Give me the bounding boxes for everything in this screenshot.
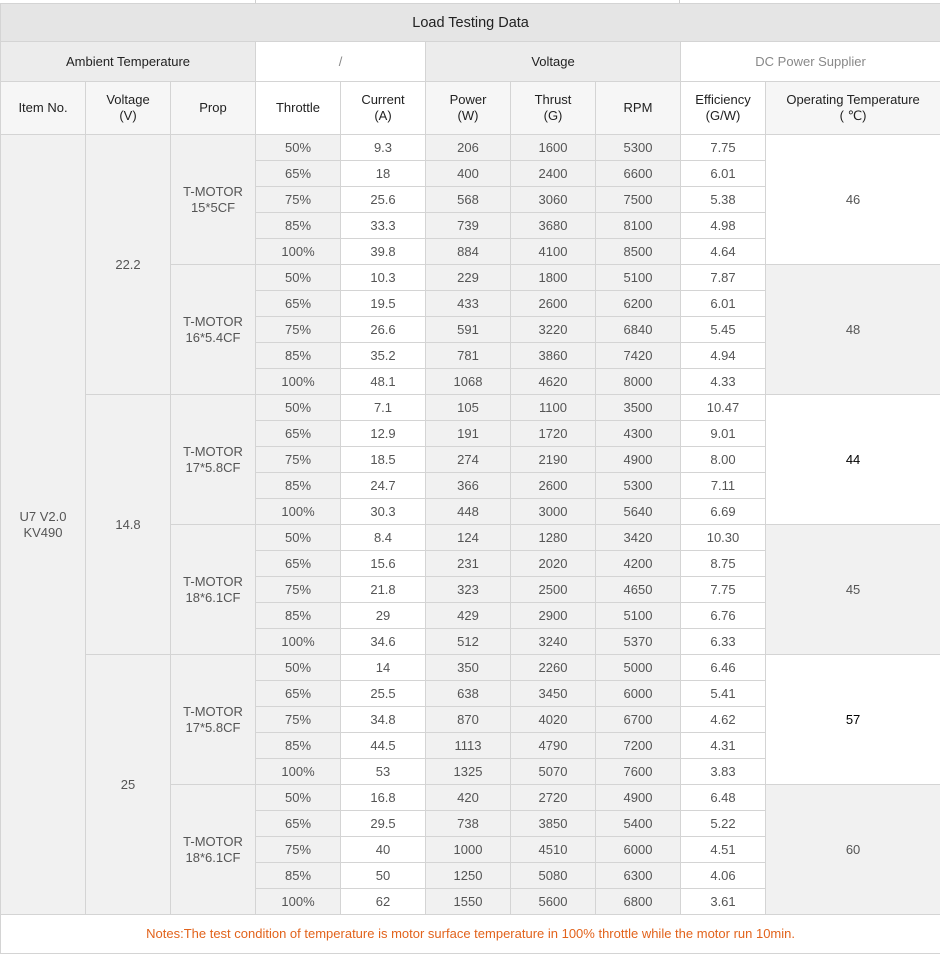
thrust-cell: 4510 xyxy=(511,837,596,863)
rpm-cell: 3420 xyxy=(596,525,681,551)
operating-temperature-cell: 45 xyxy=(766,525,940,655)
thrust-cell: 5600 xyxy=(511,889,596,915)
throttle-cell: 100% xyxy=(256,369,341,395)
test-condition-note: Notes:The test condition of temperature is motor surface temperature in 100% throttle while the motor run 10min. xyxy=(1,915,940,954)
power-cell: 1000 xyxy=(426,837,511,863)
table-row xyxy=(1,135,940,161)
current-cell: 8.4 xyxy=(341,525,426,551)
rpm-cell: 5640 xyxy=(596,499,681,525)
current-cell: 35.2 xyxy=(341,343,426,369)
current-cell: 53 xyxy=(341,759,426,785)
thrust-cell: 4790 xyxy=(511,733,596,759)
current-cell: 29.5 xyxy=(341,811,426,837)
voltage-source-value: DC Power Supplier xyxy=(681,42,940,82)
power-cell: 568 xyxy=(426,187,511,213)
throttle-cell: 85% xyxy=(256,603,341,629)
header-throttle: Throttle xyxy=(256,82,341,135)
current-cell: 34.8 xyxy=(341,707,426,733)
thrust-cell: 2600 xyxy=(511,291,596,317)
efficiency-cell: 5.45 xyxy=(681,317,766,343)
thrust-cell: 2020 xyxy=(511,551,596,577)
thrust-cell: 3680 xyxy=(511,213,596,239)
efficiency-cell: 4.64 xyxy=(681,239,766,265)
efficiency-cell: 4.06 xyxy=(681,863,766,889)
current-cell: 26.6 xyxy=(341,317,426,343)
rpm-cell: 6840 xyxy=(596,317,681,343)
current-cell: 21.8 xyxy=(341,577,426,603)
power-cell: 274 xyxy=(426,447,511,473)
table-row xyxy=(1,655,940,681)
header-power: Power (W) xyxy=(426,82,511,135)
throttle-cell: 85% xyxy=(256,863,341,889)
power-cell: 1550 xyxy=(426,889,511,915)
power-cell: 433 xyxy=(426,291,511,317)
current-cell: 12.9 xyxy=(341,421,426,447)
rpm-cell: 6800 xyxy=(596,889,681,915)
header-efficiency: Efficiency (G/W) xyxy=(681,82,766,135)
rpm-cell: 6200 xyxy=(596,291,681,317)
rpm-cell: 3500 xyxy=(596,395,681,421)
throttle-cell: 50% xyxy=(256,265,341,291)
rpm-cell: 4900 xyxy=(596,785,681,811)
current-cell: 33.3 xyxy=(341,213,426,239)
thrust-cell: 4100 xyxy=(511,239,596,265)
rpm-cell: 5300 xyxy=(596,473,681,499)
title-row xyxy=(1,4,940,42)
throttle-cell: 85% xyxy=(256,213,341,239)
efficiency-cell: 3.83 xyxy=(681,759,766,785)
rpm-cell: 7200 xyxy=(596,733,681,759)
rpm-cell: 4900 xyxy=(596,447,681,473)
throttle-cell: 100% xyxy=(256,629,341,655)
current-cell: 48.1 xyxy=(341,369,426,395)
current-cell: 62 xyxy=(341,889,426,915)
efficiency-cell: 7.87 xyxy=(681,265,766,291)
thrust-cell: 2500 xyxy=(511,577,596,603)
current-cell: 16.8 xyxy=(341,785,426,811)
power-cell: 229 xyxy=(426,265,511,291)
efficiency-cell: 7.75 xyxy=(681,577,766,603)
efficiency-cell: 6.69 xyxy=(681,499,766,525)
thrust-cell: 4020 xyxy=(511,707,596,733)
throttle-cell: 75% xyxy=(256,447,341,473)
operating-temperature-cell: 57 xyxy=(766,655,940,785)
throttle-cell: 100% xyxy=(256,499,341,525)
power-cell: 1250 xyxy=(426,863,511,889)
rpm-cell: 4200 xyxy=(596,551,681,577)
power-cell: 400 xyxy=(426,161,511,187)
throttle-cell: 65% xyxy=(256,291,341,317)
power-cell: 323 xyxy=(426,577,511,603)
thrust-cell: 3000 xyxy=(511,499,596,525)
thrust-cell: 1280 xyxy=(511,525,596,551)
rpm-cell: 5000 xyxy=(596,655,681,681)
power-cell: 638 xyxy=(426,681,511,707)
thrust-cell: 1720 xyxy=(511,421,596,447)
thrust-cell: 3060 xyxy=(511,187,596,213)
power-cell: 781 xyxy=(426,343,511,369)
rpm-cell: 8500 xyxy=(596,239,681,265)
thrust-cell: 2600 xyxy=(511,473,596,499)
throttle-cell: 85% xyxy=(256,343,341,369)
throttle-cell: 100% xyxy=(256,239,341,265)
load-testing-table xyxy=(0,3,940,954)
current-cell: 30.3 xyxy=(341,499,426,525)
rpm-cell: 5370 xyxy=(596,629,681,655)
table-row xyxy=(1,395,940,421)
current-cell: 25.5 xyxy=(341,681,426,707)
throttle-cell: 65% xyxy=(256,421,341,447)
rpm-cell: 7500 xyxy=(596,187,681,213)
efficiency-cell: 6.46 xyxy=(681,655,766,681)
power-cell: 350 xyxy=(426,655,511,681)
prop-cell: T-MOTOR 15*5CF xyxy=(171,135,256,265)
throttle-cell: 50% xyxy=(256,655,341,681)
table-title: Load Testing Data xyxy=(1,4,940,42)
throttle-cell: 50% xyxy=(256,785,341,811)
thrust-cell: 4620 xyxy=(511,369,596,395)
throttle-cell: 85% xyxy=(256,733,341,759)
power-cell: 512 xyxy=(426,629,511,655)
thrust-cell: 1100 xyxy=(511,395,596,421)
rpm-cell: 6300 xyxy=(596,863,681,889)
current-cell: 7.1 xyxy=(341,395,426,421)
throttle-cell: 50% xyxy=(256,135,341,161)
current-cell: 44.5 xyxy=(341,733,426,759)
throttle-cell: 65% xyxy=(256,811,341,837)
rpm-cell: 8000 xyxy=(596,369,681,395)
notes-row xyxy=(1,915,940,954)
item-no-cell: U7 V2.0 KV490 xyxy=(1,135,86,915)
power-cell: 739 xyxy=(426,213,511,239)
throttle-cell: 85% xyxy=(256,473,341,499)
efficiency-cell: 5.41 xyxy=(681,681,766,707)
throttle-cell: 75% xyxy=(256,707,341,733)
current-cell: 39.8 xyxy=(341,239,426,265)
rpm-cell: 7420 xyxy=(596,343,681,369)
rpm-cell: 5300 xyxy=(596,135,681,161)
power-cell: 420 xyxy=(426,785,511,811)
header-operating-temperature: Operating Temperature ( ℃) xyxy=(766,82,940,135)
efficiency-cell: 7.75 xyxy=(681,135,766,161)
voltage-cell: 22.2 xyxy=(86,135,171,395)
current-cell: 18 xyxy=(341,161,426,187)
throttle-cell: 50% xyxy=(256,525,341,551)
current-cell: 25.6 xyxy=(341,187,426,213)
column-header-row xyxy=(1,82,940,135)
efficiency-cell: 6.01 xyxy=(681,291,766,317)
prop-cell: T-MOTOR 18*6.1CF xyxy=(171,785,256,915)
rpm-cell: 5400 xyxy=(596,811,681,837)
power-cell: 884 xyxy=(426,239,511,265)
current-cell: 40 xyxy=(341,837,426,863)
thrust-cell: 3240 xyxy=(511,629,596,655)
current-cell: 9.3 xyxy=(341,135,426,161)
operating-temperature-cell: 44 xyxy=(766,395,940,525)
current-cell: 10.3 xyxy=(341,265,426,291)
thrust-cell: 3850 xyxy=(511,811,596,837)
thrust-cell: 5080 xyxy=(511,863,596,889)
efficiency-cell: 5.22 xyxy=(681,811,766,837)
efficiency-cell: 8.00 xyxy=(681,447,766,473)
header-item-no: Item No. xyxy=(1,82,86,135)
operating-temperature-cell: 60 xyxy=(766,785,940,915)
rpm-cell: 7600 xyxy=(596,759,681,785)
thrust-cell: 2720 xyxy=(511,785,596,811)
prop-cell: T-MOTOR 18*6.1CF xyxy=(171,525,256,655)
thrust-cell: 2900 xyxy=(511,603,596,629)
throttle-cell: 75% xyxy=(256,317,341,343)
rpm-cell: 4300 xyxy=(596,421,681,447)
thrust-cell: 1600 xyxy=(511,135,596,161)
power-cell: 448 xyxy=(426,499,511,525)
power-cell: 1325 xyxy=(426,759,511,785)
throttle-cell: 100% xyxy=(256,759,341,785)
power-cell: 738 xyxy=(426,811,511,837)
thrust-cell: 3220 xyxy=(511,317,596,343)
efficiency-cell: 7.11 xyxy=(681,473,766,499)
efficiency-cell: 6.01 xyxy=(681,161,766,187)
thrust-cell: 2190 xyxy=(511,447,596,473)
rpm-cell: 6000 xyxy=(596,837,681,863)
prop-cell: T-MOTOR 17*5.8CF xyxy=(171,655,256,785)
power-cell: 124 xyxy=(426,525,511,551)
current-cell: 34.6 xyxy=(341,629,426,655)
current-cell: 18.5 xyxy=(341,447,426,473)
throttle-cell: 75% xyxy=(256,577,341,603)
rpm-cell: 5100 xyxy=(596,603,681,629)
throttle-cell: 65% xyxy=(256,551,341,577)
header-rpm: RPM xyxy=(596,82,681,135)
efficiency-cell: 4.98 xyxy=(681,213,766,239)
efficiency-cell: 4.94 xyxy=(681,343,766,369)
thrust-cell: 5070 xyxy=(511,759,596,785)
power-cell: 591 xyxy=(426,317,511,343)
prop-cell: T-MOTOR 16*5.4CF xyxy=(171,265,256,395)
efficiency-cell: 4.62 xyxy=(681,707,766,733)
voltage-cell: 14.8 xyxy=(86,395,171,655)
efficiency-cell: 10.30 xyxy=(681,525,766,551)
throttle-cell: 65% xyxy=(256,681,341,707)
rpm-cell: 6000 xyxy=(596,681,681,707)
rpm-cell: 6700 xyxy=(596,707,681,733)
power-cell: 191 xyxy=(426,421,511,447)
efficiency-cell: 6.48 xyxy=(681,785,766,811)
current-cell: 14 xyxy=(341,655,426,681)
header-current: Current (A) xyxy=(341,82,426,135)
throttle-cell: 75% xyxy=(256,837,341,863)
power-cell: 366 xyxy=(426,473,511,499)
current-cell: 19.5 xyxy=(341,291,426,317)
ambient-temperature-value: / xyxy=(256,42,426,82)
rpm-cell: 4650 xyxy=(596,577,681,603)
efficiency-cell: 3.61 xyxy=(681,889,766,915)
current-cell: 24.7 xyxy=(341,473,426,499)
operating-temperature-cell: 46 xyxy=(766,135,940,265)
thrust-cell: 2400 xyxy=(511,161,596,187)
current-cell: 29 xyxy=(341,603,426,629)
efficiency-cell: 9.01 xyxy=(681,421,766,447)
rpm-cell: 6600 xyxy=(596,161,681,187)
efficiency-cell: 10.47 xyxy=(681,395,766,421)
header-prop: Prop xyxy=(171,82,256,135)
efficiency-cell: 4.33 xyxy=(681,369,766,395)
power-cell: 1113 xyxy=(426,733,511,759)
throttle-cell: 100% xyxy=(256,889,341,915)
thrust-cell: 3860 xyxy=(511,343,596,369)
header-thrust: Thrust (G) xyxy=(511,82,596,135)
power-cell: 1068 xyxy=(426,369,511,395)
power-cell: 105 xyxy=(426,395,511,421)
thrust-cell: 2260 xyxy=(511,655,596,681)
voltage-label: Voltage xyxy=(426,42,681,82)
ambient-temperature-label: Ambient Temperature xyxy=(1,42,256,82)
efficiency-cell: 8.75 xyxy=(681,551,766,577)
efficiency-cell: 4.51 xyxy=(681,837,766,863)
rpm-cell: 8100 xyxy=(596,213,681,239)
throttle-cell: 65% xyxy=(256,161,341,187)
operating-temperature-cell: 48 xyxy=(766,265,940,395)
throttle-cell: 75% xyxy=(256,187,341,213)
power-cell: 231 xyxy=(426,551,511,577)
efficiency-cell: 5.38 xyxy=(681,187,766,213)
rpm-cell: 5100 xyxy=(596,265,681,291)
current-cell: 15.6 xyxy=(341,551,426,577)
thrust-cell: 3450 xyxy=(511,681,596,707)
efficiency-cell: 4.31 xyxy=(681,733,766,759)
thrust-cell: 1800 xyxy=(511,265,596,291)
throttle-cell: 50% xyxy=(256,395,341,421)
power-cell: 429 xyxy=(426,603,511,629)
power-cell: 206 xyxy=(426,135,511,161)
current-cell: 50 xyxy=(341,863,426,889)
prop-cell: T-MOTOR 17*5.8CF xyxy=(171,395,256,525)
environment-row xyxy=(1,42,940,82)
efficiency-cell: 6.33 xyxy=(681,629,766,655)
voltage-cell: 25 xyxy=(86,655,171,915)
header-voltage: Voltage (V) xyxy=(86,82,171,135)
power-cell: 870 xyxy=(426,707,511,733)
efficiency-cell: 6.76 xyxy=(681,603,766,629)
